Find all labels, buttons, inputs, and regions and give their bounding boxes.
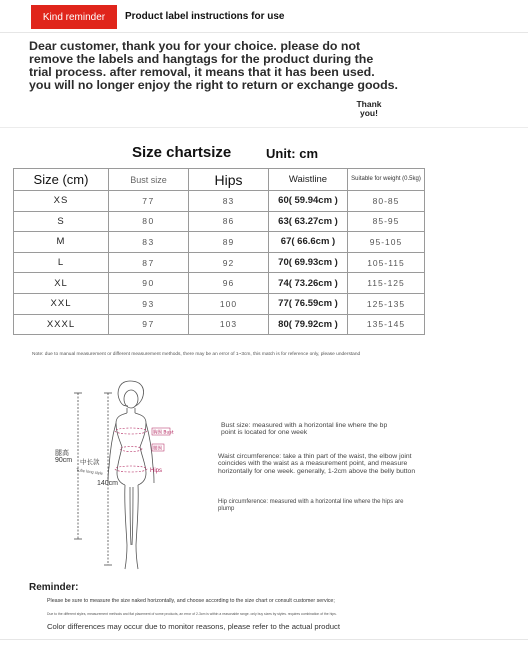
left-leg bbox=[125, 485, 127, 569]
size-table-header bbox=[14, 169, 425, 191]
cell-size: XXXL bbox=[14, 314, 109, 335]
header-size: Size (cm) bbox=[14, 169, 109, 191]
torso-outline bbox=[116, 413, 146, 485]
cell-waist: 60( 59.94cm ) bbox=[269, 191, 348, 212]
cell-weight: 135-145 bbox=[348, 314, 425, 335]
table-row bbox=[14, 314, 425, 335]
label-140cm: 140cm bbox=[97, 480, 119, 487]
cell-waist: 74( 73.26cm ) bbox=[269, 273, 348, 294]
cell-hips: 103 bbox=[189, 314, 269, 335]
mid-divider bbox=[0, 127, 528, 128]
neck-outline bbox=[127, 408, 135, 413]
cell-bust: 83 bbox=[109, 232, 189, 253]
table-row bbox=[14, 273, 425, 294]
measurement-note: Note: due to manual measurement or different measurement methods, there may be an error of 1~3cm, this match is for reference only, please understand bbox=[32, 352, 361, 357]
hips-label: Hips bbox=[150, 468, 163, 474]
size-table bbox=[13, 168, 425, 335]
bottom-divider bbox=[0, 639, 528, 640]
head-outline bbox=[124, 390, 138, 408]
hip-description: Hip circumference: measured with a horizontal line where the hips are plump bbox=[218, 499, 404, 512]
bust-line bbox=[115, 428, 147, 434]
cell-weight: 105-115 bbox=[348, 252, 425, 273]
bust-description: Bust size: measured with a horizontal line where the bp point is located for one week bbox=[221, 422, 388, 437]
cell-hips: 96 bbox=[189, 273, 269, 294]
bust-label: 胸围 Bust bbox=[153, 430, 174, 436]
table-row bbox=[14, 293, 425, 314]
cell-weight: 115-125 bbox=[348, 273, 425, 294]
cell-bust: 77 bbox=[109, 191, 189, 212]
right-leg bbox=[136, 485, 138, 569]
waist-line bbox=[120, 447, 142, 452]
cell-hips: 92 bbox=[189, 252, 269, 273]
cell-weight: 95-105 bbox=[348, 232, 425, 253]
reminder-line-2: Due to the different styles, measurement methods and flat placement of some products, an error of 2-3cm is within a reasonable range. only buy sizes by styles. requires combination of the hips. bbox=[47, 612, 337, 616]
cell-weight: 125-135 bbox=[348, 293, 425, 314]
table-row bbox=[14, 191, 425, 212]
cell-weight: 85-95 bbox=[348, 211, 425, 232]
header-bust: Bust size bbox=[109, 169, 189, 191]
left-arm bbox=[108, 423, 116, 483]
hip-line bbox=[115, 466, 147, 472]
cell-size: S bbox=[14, 211, 109, 232]
cell-hips: 89 bbox=[189, 232, 269, 253]
thanks-text: Thank you! bbox=[356, 99, 382, 118]
cell-weight: 80-85 bbox=[348, 191, 425, 212]
reminder-line-3: Color differences may occur due to monitor reasons, please refer to the actual product bbox=[47, 622, 340, 631]
long-style-label: 中长款 bbox=[80, 458, 100, 466]
waist-label: 腰围 bbox=[153, 446, 162, 452]
cell-size: XL bbox=[14, 273, 109, 294]
body-measurement-figure bbox=[50, 375, 215, 575]
cell-waist: 70( 69.93cm ) bbox=[269, 252, 348, 273]
cell-bust: 93 bbox=[109, 293, 189, 314]
table-row bbox=[14, 211, 425, 232]
height-label-cn: 腿高 bbox=[55, 449, 69, 457]
waist-description: Waist circumference: take a thin part of the waist, the elbow joint coincides with the waist as a measurement point, and measure horizontally for one week. generally, 1-2cm above the belly button bbox=[218, 453, 416, 475]
header-hips: Hips bbox=[189, 169, 269, 191]
header-weight: Suitable for weight (0.5kg) bbox=[348, 169, 425, 191]
cell-bust: 80 bbox=[109, 211, 189, 232]
cell-bust: 90 bbox=[109, 273, 189, 294]
size-chart-unit: Unit: cm bbox=[266, 146, 318, 161]
cell-size: M bbox=[14, 232, 109, 253]
cell-waist: 67( 66.6cm ) bbox=[269, 232, 348, 253]
label-90cm: 90cm bbox=[55, 457, 73, 464]
cell-waist: 63( 63.27cm ) bbox=[269, 211, 348, 232]
cell-size: XS bbox=[14, 191, 109, 212]
cell-hips: 100 bbox=[189, 293, 269, 314]
size-chart-title: Size chartsize bbox=[132, 144, 232, 161]
kind-reminder-badge: Kind reminder bbox=[31, 5, 117, 29]
cell-bust: 97 bbox=[109, 314, 189, 335]
cell-bust: 87 bbox=[109, 252, 189, 273]
reminder-title: Reminder: bbox=[29, 582, 79, 593]
cell-size: XXL bbox=[14, 293, 109, 314]
cell-waist: 80( 79.92cm ) bbox=[269, 314, 348, 335]
header-waist: Waistline bbox=[269, 169, 348, 191]
header-title: Product label instructions for use bbox=[125, 11, 285, 22]
cell-size: L bbox=[14, 252, 109, 273]
table-row bbox=[14, 232, 425, 253]
cell-waist: 77( 76.59cm ) bbox=[269, 293, 348, 314]
reminder-line-1: Please be sure to measure the size naked horizontally, and choose according to the size chart or consult customer service; bbox=[47, 598, 335, 604]
table-row bbox=[14, 252, 425, 273]
top-divider bbox=[0, 32, 528, 33]
cell-hips: 86 bbox=[189, 211, 269, 232]
notice-text: Dear customer, thank you for your choice. please do not remove the labels and hangtags for the product during the trial process. after removal, it means that it has been used. you will no longer enjoy the right to return or exchange goods. bbox=[29, 39, 398, 92]
tiny-style-label: Tube long style bbox=[75, 467, 104, 476]
hair-outline bbox=[118, 381, 143, 406]
inner-legs bbox=[130, 487, 133, 545]
cell-hips: 83 bbox=[189, 191, 269, 212]
